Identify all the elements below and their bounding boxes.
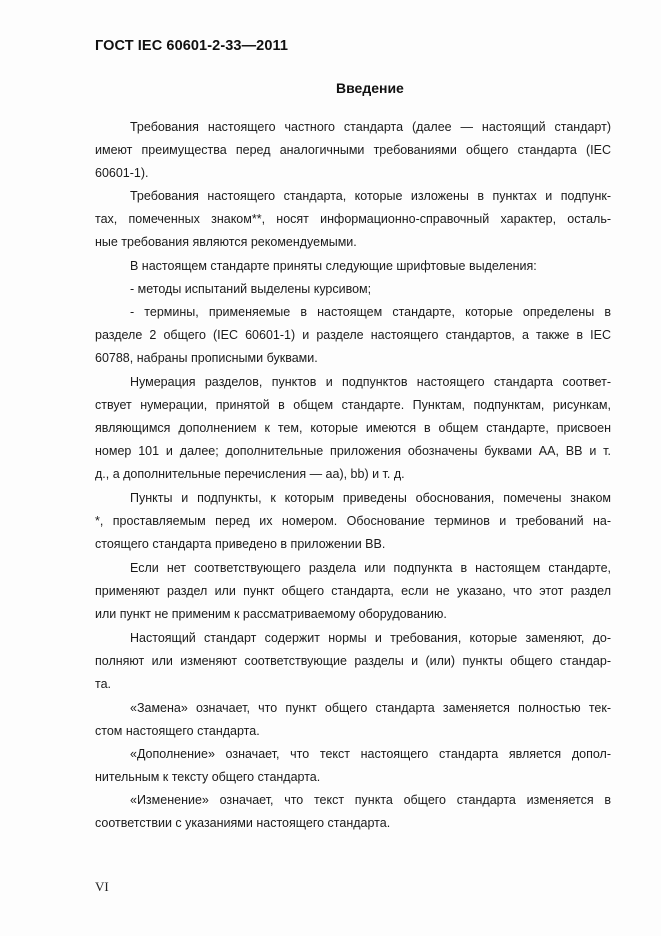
- paragraph-line: ные требования являются рекомендуемыми.: [95, 235, 357, 249]
- paragraph-line: нительным к тексту общего стандарта.: [95, 770, 321, 784]
- paragraph-line: имеют преимущества перед аналогичными требованиями общего стандарта (IEC: [95, 143, 611, 157]
- list-item-line: 60788, набраны прописными буквами.: [95, 351, 318, 365]
- paragraph-line: та.: [95, 677, 112, 691]
- page-number: VI: [95, 879, 109, 894]
- list-item-line: разделе 2 общего (IEC 60601-1) и разделе настоящего стандартов, а также в IEC: [95, 328, 611, 342]
- paragraph-line: ствует нумерации, принятой в общем стандарте. Пунктам, подпунктам, рисункам,: [95, 398, 611, 412]
- paragraph-line: стоящего стандарта приведено в приложении ВВ.: [95, 537, 386, 551]
- paragraph-line: соответствии с указаниями настоящего стандарта.: [95, 816, 391, 830]
- standard-designation: ГОСТ IEC 60601-2-33—2011: [95, 38, 289, 54]
- paragraph-line: Нумерация разделов, пунктов и подпунктов настоящего стандарта соответ-: [130, 375, 611, 389]
- paragraph-line: Настоящий стандарт содержит нормы и требования, которые заменяют, до-: [130, 631, 611, 645]
- paragraph-line: Пункты и подпункты, к которым приведены обоснования, помечены знаком: [130, 491, 611, 505]
- paragraph-line: полняют или изменяют соответствующие разделы и (или) пункты общего стандар-: [95, 654, 611, 668]
- paragraph-line: тах, помеченных знаком**, носят информационно-справочный характер, осталь-: [95, 212, 611, 226]
- paragraph-line: *, проставляемым перед их номером. Обоснование терминов и требований на-: [95, 514, 611, 528]
- paragraph-line: «Дополнение» означает, что текст настоящего стандарта является допол-: [130, 747, 611, 761]
- paragraph-line: Требования настоящего частного стандарта (далее — настоящий стандарт): [130, 120, 611, 134]
- paragraph-line: «Изменение» означает, что текст пункта общего стандарта изменяется в: [130, 793, 611, 807]
- paragraph-line: или пункт не применим к рассматриваемому оборудованию.: [95, 607, 447, 621]
- paragraph-line: стом настоящего стандарта.: [95, 724, 260, 738]
- paragraph-line: «Замена» означает, что пункт общего стандарта заменяется полностью тек-: [130, 701, 611, 715]
- paragraph-line: Если нет соответствующего раздела или подпункта в настоящем стандарте,: [130, 561, 611, 575]
- list-item-line: - методы испытаний выделены курсивом;: [130, 282, 372, 296]
- paragraph-line: д., а дополнительные перечисления — аа), bb) и т. д.: [95, 467, 405, 481]
- paragraph-line: 60601-1).: [95, 166, 149, 180]
- paragraph-line: номер 101 и далее; дополнительные приложения обозначены буквами АА, ВВ и т.: [95, 444, 611, 458]
- paragraph-line: применяют раздел или пункт общего стандарта, если не указано, что этот раздел: [95, 584, 611, 598]
- paragraph-line: являющимся дополнением к тем, которые имеются в общем стандарте, присвоен: [95, 421, 611, 435]
- list-item-line: - термины, применяемые в настоящем стандарте, которые определены в: [130, 305, 611, 319]
- paragraph-line: В настоящем стандарте приняты следующие шрифтовые выделения:: [130, 259, 537, 273]
- paragraph-line: Требования настоящего стандарта, которые изложены в пунктах и подпунк-: [130, 189, 611, 203]
- section-title: Введение: [336, 80, 404, 96]
